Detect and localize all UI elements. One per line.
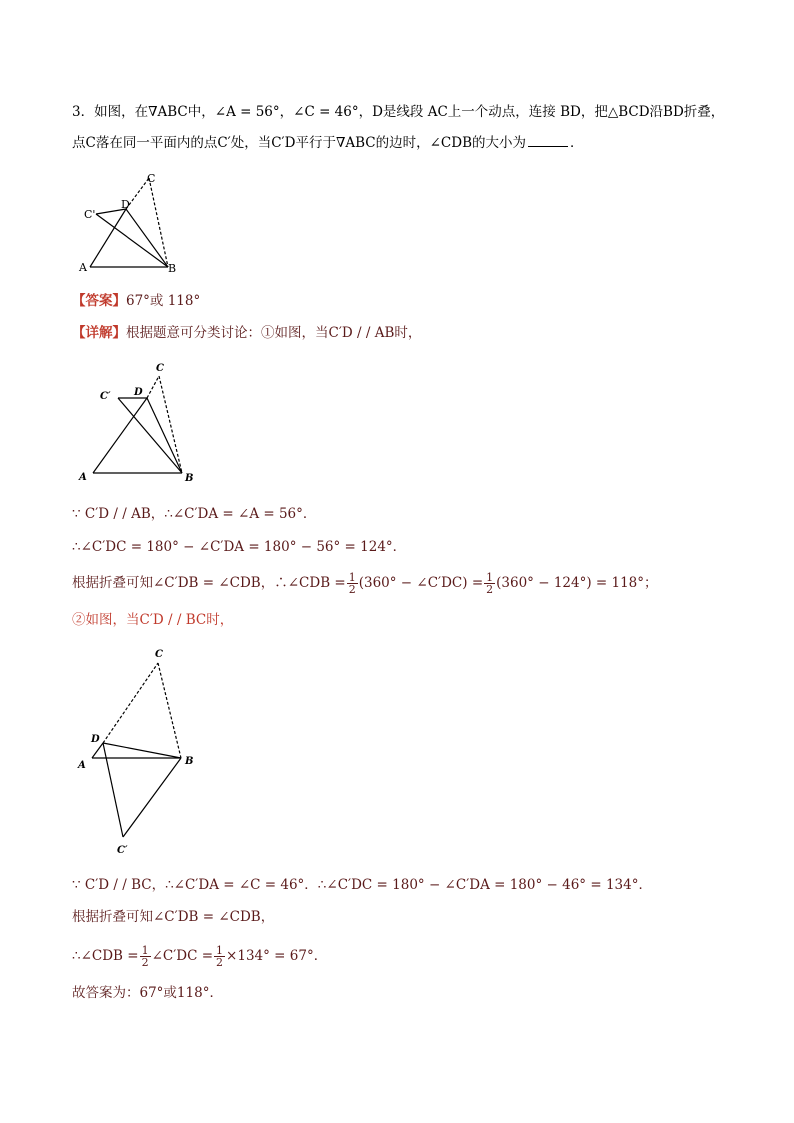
- case2-line-3a: ∴∠CDB =: [72, 948, 139, 964]
- question-line-1: 3．如图，在∇ABC中，∠A = 56°，∠C = 46°，D是线段 AC上一个动点，连接 BD，把△BCD沿BD折叠，: [72, 104, 725, 120]
- fig3-label-C: C: [155, 649, 163, 660]
- case2-line-1: ∵ C′D / / BC，∴∠C′DA = ∠C = 46°．∴∠C′DC = 180° − ∠C′DA = 180° − 46° = 134°．: [72, 877, 652, 893]
- fraction-half: $\frac{1}{2}$: [216, 944, 224, 969]
- case2-line-2: 根据折叠可知∠C′DB = ∠CDB，: [72, 909, 275, 925]
- figure-1: [78, 170, 188, 280]
- fig3-label-D: D: [91, 734, 100, 745]
- fig1-label-D: D: [121, 198, 130, 211]
- fig2-label-A: A: [79, 472, 87, 483]
- fraction-half: $\frac{1}{2}$: [486, 571, 494, 596]
- question-line-2-text: 点C落在同一平面内的点C′处，当C′D平行于∇ABC的边时，∠CDB的大小为: [72, 135, 527, 151]
- answer-line: [72, 292, 200, 310]
- case2-line-3b: ∠C′DC =: [151, 948, 214, 964]
- fig2-label-Cp: C′: [100, 391, 111, 402]
- explain-tag: 【详解】: [72, 325, 126, 341]
- answer-tag: 【答案】: [72, 293, 126, 309]
- case2-line-3: [72, 945, 327, 968]
- figure-3: [75, 645, 205, 860]
- case1-line-3c: (360° − 124°) = 118°；: [496, 575, 658, 591]
- case1-line-3: [72, 572, 658, 595]
- fig2-label-C: C: [156, 363, 164, 374]
- fig1-label-B: B: [168, 262, 177, 275]
- fig1-label-Cp: C': [84, 208, 96, 221]
- fig2-label-D: D: [134, 387, 143, 398]
- fig3-label-Cp: C′: [117, 845, 128, 856]
- case1-line-3b: (360° − ∠C′DC) =: [358, 575, 484, 591]
- fig1-label-C: C: [147, 172, 156, 185]
- answer-text: 67°或 118°: [126, 293, 201, 309]
- fraction-half: $\frac{1}{2}$: [348, 571, 356, 596]
- figure-2: [75, 360, 205, 490]
- final-answer: 故答案为：67°或118°．: [72, 985, 223, 1001]
- case2-heading: ②如图，当C′D / / BC时，: [72, 612, 234, 628]
- fig3-label-A: A: [78, 760, 86, 771]
- explain-text: 根据题意可分类讨论：①如图，当C′D / / AB时，: [126, 325, 422, 341]
- fig1-label-A: A: [79, 261, 87, 274]
- fig2-label-B: B: [185, 473, 194, 484]
- explain-line: [72, 324, 421, 342]
- fraction-half: $\frac{1}{2}$: [141, 944, 149, 969]
- answer-blank: [528, 134, 568, 147]
- case1-line-2: ∴∠C′DC = 180° − ∠C′DA = 180° − 56° = 124°．: [72, 539, 407, 555]
- question-line-2-end: ．: [570, 135, 584, 151]
- question-line-2: [72, 134, 584, 152]
- case1-line-3a: 根据折叠可知∠C′DB = ∠CDB，∴∠CDB =: [72, 575, 346, 591]
- fig3-label-B: B: [185, 756, 194, 767]
- case1-line-1: ∵ C′D / / AB，∴∠C′DA = ∠A = 56°．: [72, 506, 317, 522]
- case2-line-3c: ×134° = 67°．: [226, 948, 328, 964]
